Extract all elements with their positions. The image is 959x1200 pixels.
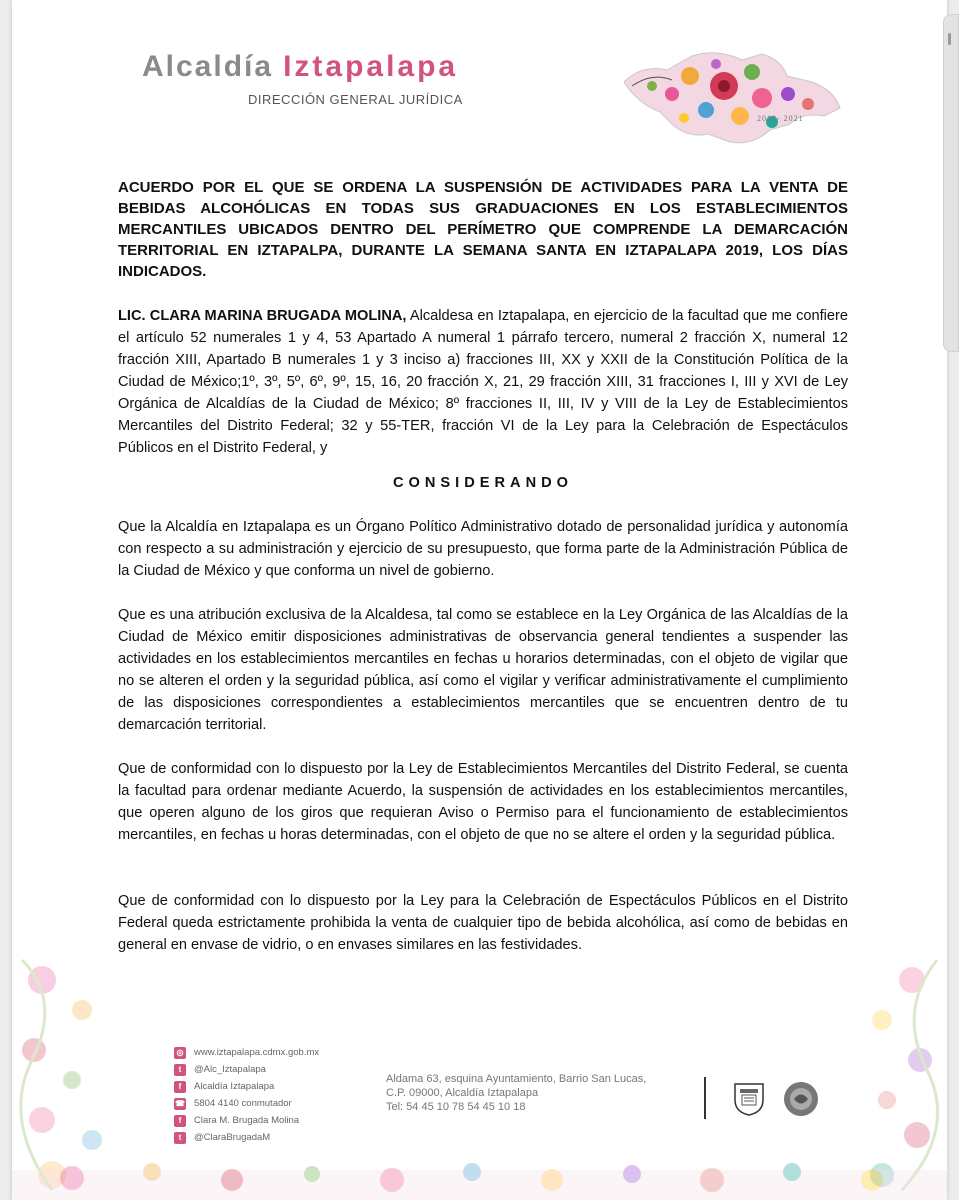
contact-facebook-personal[interactable] — [174, 1112, 319, 1129]
department-name: DIRECCIÓN GENERAL JURÍDICA — [248, 92, 463, 107]
scroll-handle[interactable] — [943, 14, 959, 352]
twitter-icon: t — [174, 1064, 186, 1076]
facebook-icon: f — [174, 1115, 186, 1127]
iztapalapa-glyph-seal-icon — [782, 1080, 820, 1118]
floral-border-bottom-decoration — [12, 1150, 947, 1200]
contact-list — [174, 1044, 319, 1146]
floral-border-right-decoration — [842, 940, 947, 1200]
paragraph: Que la Alcaldía en Iztapalapa es un Órgano Político Administrativo dotado de personalidad jurídica y autonomía con respecto a su administración y ejercicio de su presupuesto, que forma parte de la Administración Pública de la Ciudad de México y que conforma un nivel de gobierno. — [118, 519, 848, 579]
brand-name: Iztapalapa — [283, 50, 459, 83]
contact-text: Alcaldía Iztapalapa — [194, 1081, 275, 1092]
address-line: Aldama 63, esquina Ayuntamiento, Barrio San Lucas, — [386, 1073, 647, 1085]
address-block — [386, 1072, 646, 1114]
iztapalapa-floral-map-icon — [612, 42, 842, 152]
administration-term: 2018- 2021 — [757, 114, 804, 123]
contact-text: www.iztapalapa.cdmx.gob.mx — [194, 1047, 320, 1058]
phone-icon: ☎ — [175, 1098, 185, 1108]
facebook-icon: f — [174, 1081, 186, 1093]
brand-logo-text — [142, 50, 458, 84]
document-title: ACUERDO POR EL QUE SE ORDENA LA SUSPENSIÓN DE ACTIVIDADES PARA LA VENTA DE BEBIDAS ALCOHÓLICAS EN TODAS SUS GRADUACIONES EN LOS ESTABLECIMIENTOS MERCANTILES UBICADOS DENTRO DEL PERÍMETRO QUE COMPRENDE LA DEMARCACIÓN TERRITORIAL EN IZTAPALPA, DURANTE LA SEMANA SANTA EN IZTAPALAPA 2019, LOS DÍAS INDICADOS. — [118, 179, 848, 280]
section-heading: CONSIDERANDO — [393, 475, 573, 491]
contact-twitter[interactable] — [174, 1061, 319, 1078]
intro-text: Alcaldesa en Iztapalapa, en ejercicio de la facultad que me confiere el artículo 52 numerales 1 y 4, 53 Apartado A numeral 1 párrafo tercero, numeral 2 fracción X, numeral 12 fracción XIII, Apartado B numerales 1 y 3 inciso a) fracciones III, XX y XXII de la Constitución Política de la Ciudad de México;1º, 3º, 5º, 6º, 9º, 15, 16, 20 fracción X, 21, 29 fracción XIII, 31 fracciones I, III y XVI de Ley Orgánica de Alcaldías de la Ciudad de México; 8º fracciones II, III, IV y VIII de la Ley de Establecimientos Mercantiles del Distrito Federal; 32 y 55-TER, fracción VI de la Ley para la Celebración de Espectáculos Públicos en el Distrito Federal, y — [118, 308, 849, 456]
contact-text: @Alc_Iztapalapa — [194, 1064, 266, 1075]
intro-paragraph — [118, 305, 848, 459]
contact-facebook[interactable] — [174, 1078, 319, 1095]
signer-name: LIC. CLARA MARINA BRUGADA MOLINA, — [118, 308, 407, 324]
web-icon: ◎ — [174, 1047, 186, 1059]
contact-twitter-personal[interactable] — [174, 1129, 319, 1146]
contact-text: Clara M. Brugada Molina — [194, 1115, 300, 1126]
phone-line: Tel: 54 45 10 78 54 45 10 18 — [386, 1101, 526, 1113]
cdmx-coat-of-arms-icon — [732, 1080, 766, 1116]
contact-text: @ClaraBrugadaM — [194, 1132, 271, 1143]
paragraph: Que es una atribución exclusiva de la Alcaldesa, tal como se establece en la Ley Orgánica de las Alcaldías de la Ciudad de México emitir disposiciones administrativas de observancia general tendientes a suspender las actividades en los establecimientos mercantiles en fechas u horarios determinadas, con el objeto de vigilar que no se alteren el orden y la seguridad pública, así como el vigilar y verificar administrativamente el cumplimiento de las disposiciones correspondientes a establecimientos mercantiles que se encuentren dentro de tu demarcación territorial. — [118, 607, 848, 733]
brand-prefix: Alcaldía — [142, 50, 274, 83]
floral-border-left-decoration — [12, 940, 122, 1200]
twitter-icon: t — [174, 1132, 186, 1144]
address-line: C.P. 09000, Alcaldía Iztapalapa — [386, 1087, 539, 1099]
contact-website[interactable] — [174, 1044, 319, 1061]
contact-text: 5804 4140 conmutador — [194, 1098, 292, 1109]
footer-divider — [704, 1077, 706, 1119]
paragraph: Que de conformidad con lo dispuesto por la Ley de Establecimientos Mercantiles del Distrito Federal, se cuenta la facultad para ordenar mediante Acuerdo, la suspensión de actividades en los establecimientos mercantiles, que operen alguno de los giros que requieran Aviso o Permiso para el funcionamiento de establecimientos mercantiles, en fechas u horas determinadas, con el objeto de que no se altere el orden y la seguridad pública. — [118, 761, 848, 843]
contact-phone[interactable] — [174, 1095, 319, 1112]
document-page — [12, 0, 947, 1200]
paragraph: Que de conformidad con lo dispuesto por la Ley para la Celebración de Espectáculos Públicos en el Distrito Federal queda estrictamente prohibida la venta de cualquier tipo de bebida alcohólica, así como de bebidas en general en envase de vidrio, o en envases similares en las festividades. — [118, 893, 848, 953]
